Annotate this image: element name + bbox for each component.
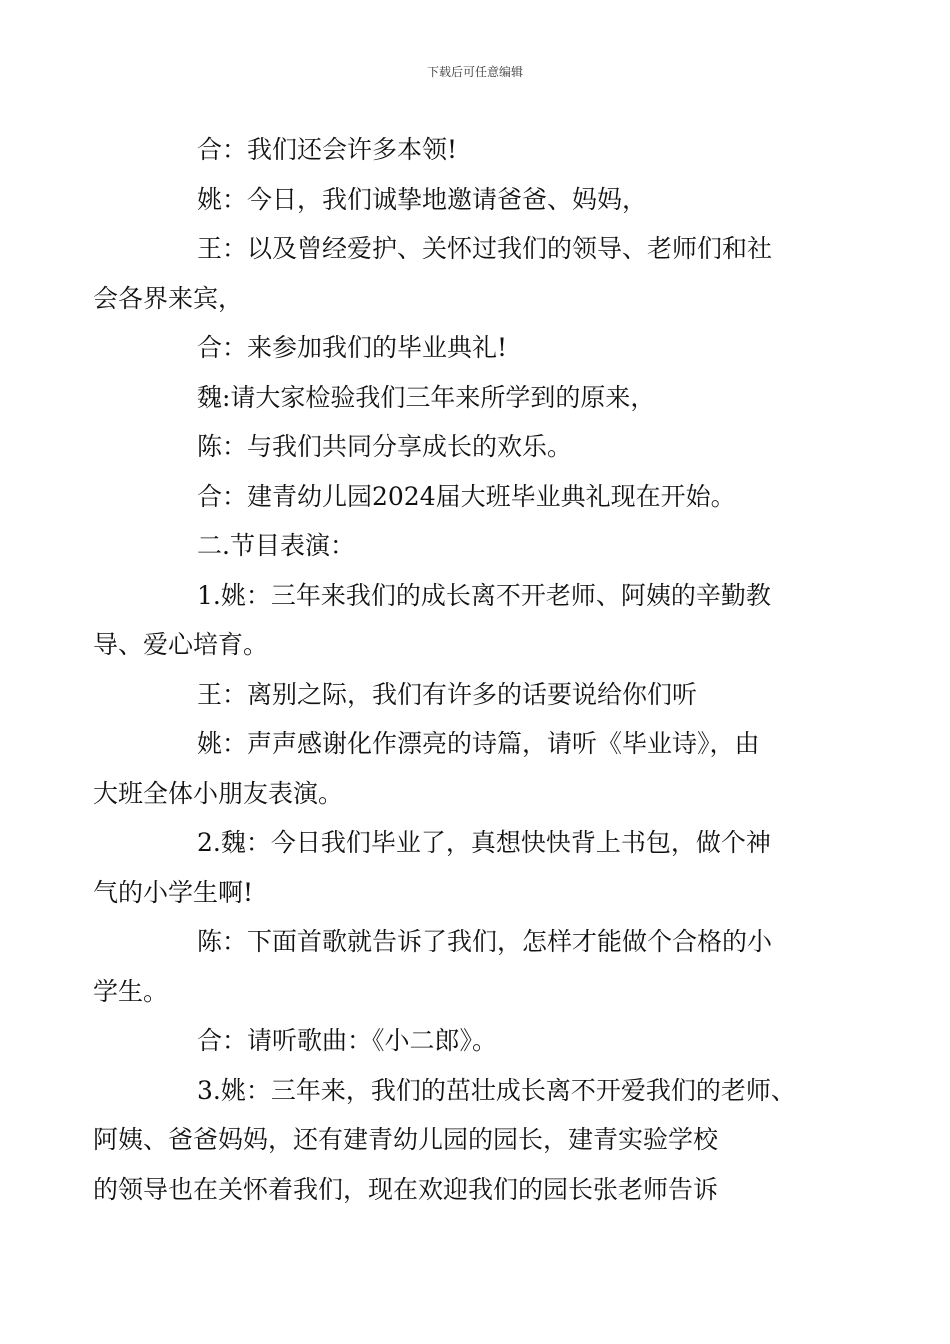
text-line: 合：我们还会许多本领! [197, 135, 458, 164]
paragraph [93, 1066, 825, 1215]
paragraph [93, 224, 825, 323]
paragraph [145, 670, 825, 720]
paragraph [145, 373, 825, 423]
text-line: 的领导也在关怀着我们，现在欢迎我们的园长张老师告诉 [93, 1174, 719, 1204]
text-line: 合：来参加我们的毕业典礼! [197, 333, 508, 362]
text-line: 合：建青幼儿园2024届大班毕业典礼现在开始。 [197, 481, 736, 511]
text-line: 会各界来宾， [93, 283, 244, 313]
text-line: 2.魏：今日我们毕业了，真想快快背上书包，做个神 [197, 828, 771, 857]
text-line: 气的小学生啊! [93, 877, 254, 907]
text-line: 魏:请大家检验我们三年来所学到的原来， [197, 382, 656, 412]
paragraph [93, 571, 825, 670]
text-line: 陈：下面首歌就告诉了我们，怎样才能做个合格的小 [197, 927, 773, 956]
text-line: 3.姚：三年来，我们的茁壮成长离不开爱我们的老师、 [197, 1075, 796, 1105]
text-line: 阿姨、爸爸妈妈，还有建青幼儿园的园长，建青实验学校 [93, 1125, 719, 1154]
text-line: 姚：今日，我们诚挚地邀请爸爸、妈妈， [197, 184, 648, 214]
text-line: 王：以及曾经爱护、关怀过我们的领导、老师们和社 [197, 234, 773, 263]
paragraph [145, 472, 825, 522]
text-line: 学生。 [93, 976, 169, 1006]
text-line: 二.节目表演： [197, 531, 355, 560]
text-line: 王：离别之际，我们有许多的话要说给你们听 [197, 679, 698, 709]
paragraph [145, 422, 825, 472]
paragraph [145, 125, 825, 175]
text-line: 导、爱心培育。 [93, 630, 269, 659]
page-header-note: 下载后可任意编辑 [426, 65, 523, 79]
text-line: 陈：与我们共同分享成长的欢乐。 [197, 432, 573, 461]
section-heading [145, 521, 825, 571]
document-body [93, 125, 825, 1214]
text-line: 姚：声声感谢化作漂亮的诗篇，请听《毕业诗》，由 [197, 729, 760, 758]
text-line: 1.姚：三年来我们的成长离不开老师、阿姨的辛勤教 [197, 580, 771, 610]
text-line: 合：请听歌曲：《小二郎》。 [197, 1026, 498, 1055]
paragraph [93, 818, 825, 917]
paragraph [145, 1016, 825, 1066]
text-line: 大班全体小朋友表演。 [93, 778, 344, 808]
paragraph [93, 917, 825, 1016]
paragraph [145, 323, 825, 373]
paragraph [93, 719, 825, 818]
paragraph [145, 175, 825, 225]
